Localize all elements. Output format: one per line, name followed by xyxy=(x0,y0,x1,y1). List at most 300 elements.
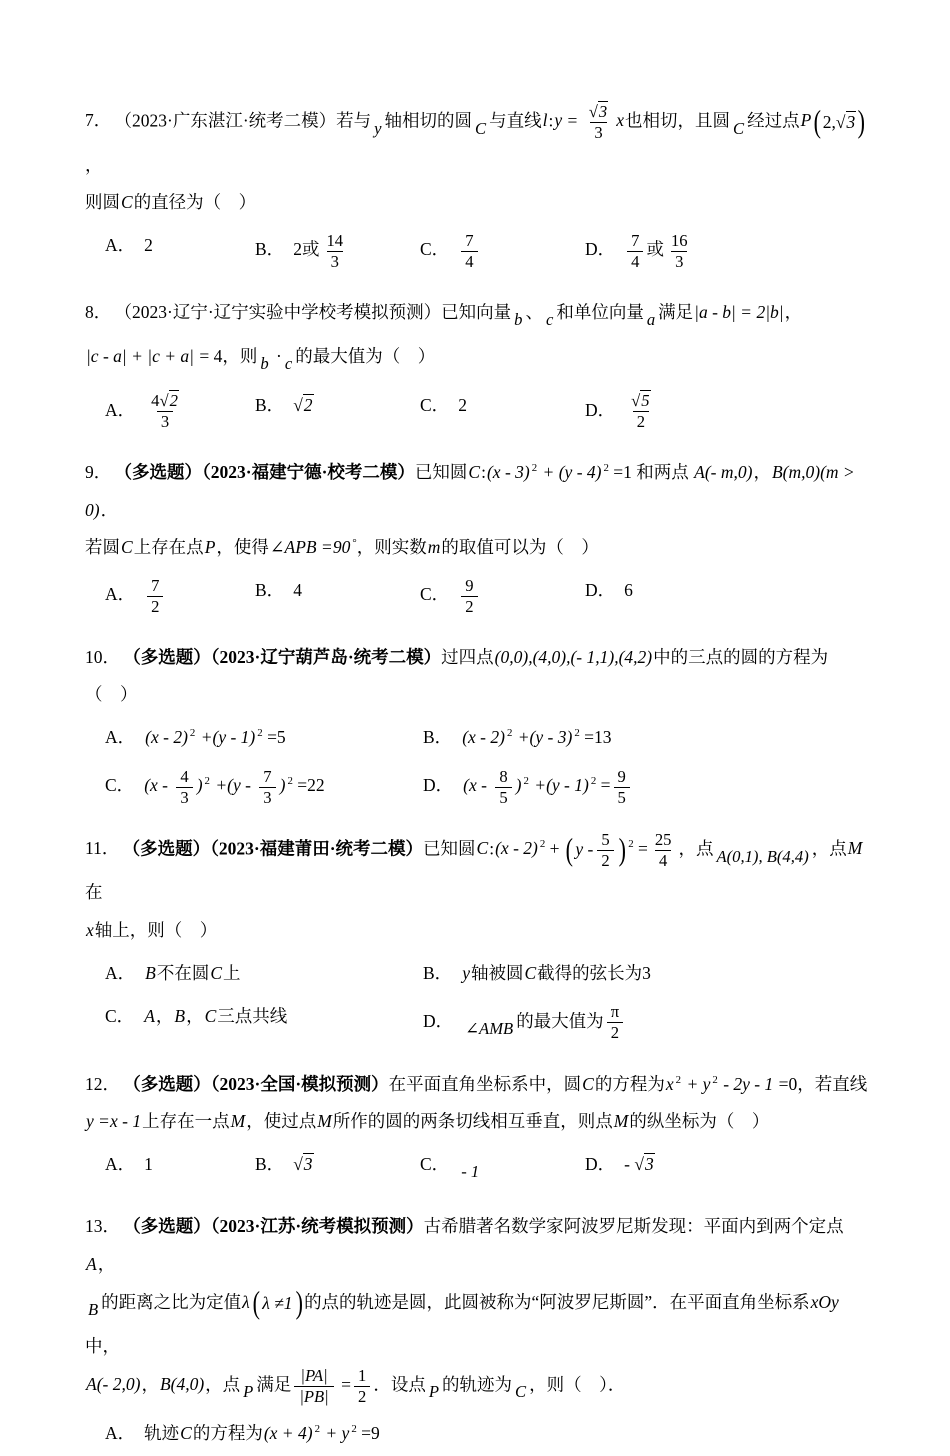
option-label: B． xyxy=(255,579,285,600)
math-variable: ) xyxy=(515,775,522,796)
option-content xyxy=(624,1153,655,1174)
option-a xyxy=(105,1412,868,1456)
text-run: ，点 xyxy=(678,838,714,859)
math-exponent: 2 xyxy=(590,775,597,788)
math-fraction xyxy=(585,102,612,143)
text-run: 截得的弦长为3 xyxy=(537,962,651,983)
option-content xyxy=(144,235,153,255)
math-variable: + y xyxy=(682,1073,711,1094)
text-run: 1 xyxy=(144,1153,153,1174)
math-variable: C xyxy=(524,962,537,983)
math-variable: 90 xyxy=(332,537,351,558)
text-run: 2 xyxy=(144,234,153,255)
math-variable: (x - xyxy=(144,775,173,796)
math-variable: A xyxy=(86,1254,97,1275)
math-variable: A xyxy=(144,1006,155,1027)
math-fraction xyxy=(461,231,477,272)
math-variable: C xyxy=(121,537,133,558)
text-run: 满足 xyxy=(256,1374,292,1395)
math-variable: m xyxy=(427,537,441,558)
math-paren-group xyxy=(812,104,866,142)
math-subscript-variable: C xyxy=(514,1382,527,1402)
math-denominator: 2 xyxy=(147,596,163,617)
question-number: 12． xyxy=(85,1073,120,1094)
text-run: =5 xyxy=(262,727,286,748)
math-fraction xyxy=(259,767,275,808)
question-number: 11． xyxy=(85,838,120,859)
question-line xyxy=(85,912,868,950)
source-tag: （多选题）（2023·福建宁德·校考二模） xyxy=(123,462,415,483)
text-run: 和单位向量 xyxy=(556,301,644,322)
text-run: =0，若直线 xyxy=(774,1073,868,1094)
option-c xyxy=(105,995,423,1050)
math-variable: M xyxy=(317,1111,332,1132)
option-label: B． xyxy=(423,727,453,748)
text-run: 的距离之比为定值 xyxy=(101,1291,242,1312)
option-label: D． xyxy=(585,239,616,260)
left-paren-glyph: ( xyxy=(252,1285,260,1321)
math-variable: +(y - 3) xyxy=(513,727,573,748)
text-run: 轴上，则（ ） xyxy=(94,919,218,940)
option-label: C． xyxy=(420,1153,450,1174)
math-numerator xyxy=(295,1366,332,1386)
question-10 xyxy=(85,639,868,815)
source-tag: （多选题）（2023·福建莆田·统考二模） xyxy=(131,838,424,859)
question-number: 13． xyxy=(85,1216,120,1237)
text-run: 中的三点的圆的方程为 xyxy=(653,646,829,667)
option-group xyxy=(105,569,868,624)
math-fraction xyxy=(461,576,477,617)
text-run: 2或 xyxy=(293,239,320,260)
text-run: + xyxy=(545,838,564,859)
text-run: : xyxy=(489,838,495,859)
math-fraction xyxy=(597,830,613,871)
question-line xyxy=(85,1066,868,1104)
text-run: =1 和两点 xyxy=(608,462,694,483)
math-exponent: 2 xyxy=(204,775,210,788)
option-label: B． xyxy=(423,962,453,983)
question-12 xyxy=(85,1066,868,1194)
text-run: 所作的圆的两条切线相互垂直，则点 xyxy=(332,1111,613,1132)
question-number: 7． xyxy=(85,110,112,131)
option-b xyxy=(255,224,420,279)
math-numerator: 7 xyxy=(465,230,474,250)
option-label: A． xyxy=(105,1153,136,1174)
option-label: B． xyxy=(255,239,285,260)
math-variable: B(4,0) xyxy=(159,1374,205,1395)
math-numerator xyxy=(147,391,183,411)
option-label: B． xyxy=(255,395,285,416)
question-line xyxy=(85,676,868,714)
math-exponent: 2 xyxy=(574,727,580,740)
option-content xyxy=(624,230,694,271)
math-subscript-variable: a xyxy=(646,310,656,330)
text-run: 的点的轨迹是圆，此圆被称为“阿波罗尼斯圆”．在平面直角坐标系 xyxy=(304,1291,810,1312)
math-exponent: 2 xyxy=(712,1073,718,1086)
text-run: 或 xyxy=(646,239,664,260)
text-run: ，点 xyxy=(205,1374,241,1395)
question-line xyxy=(85,1284,868,1366)
text-run: （ ） xyxy=(85,684,138,705)
math-variable: A(- 2,0) xyxy=(86,1374,141,1395)
math-denominator: 2 xyxy=(633,411,649,432)
math-sqrt: √2 xyxy=(293,395,313,416)
math-variable: (x - 2) xyxy=(495,838,538,859)
math-numerator: 7 xyxy=(263,766,272,786)
math-variable: |c - a| + |c + a| xyxy=(86,345,194,366)
math-numerator: 9 xyxy=(617,766,626,786)
text-run: 的最大值为（ ） xyxy=(295,345,436,366)
option-c xyxy=(105,760,423,815)
left-paren-glyph: ( xyxy=(813,104,822,140)
question-line xyxy=(85,454,868,529)
question-list xyxy=(85,102,868,1456)
text-run: ， xyxy=(97,1254,116,1275)
math-variable: 2|b| xyxy=(756,301,784,322)
math-subscript-variable: B xyxy=(88,1300,99,1320)
question-line xyxy=(85,639,868,677)
text-run: ， xyxy=(784,301,803,322)
math-fraction xyxy=(627,391,654,432)
text-run: 经过点 xyxy=(747,110,800,131)
option-a xyxy=(105,569,255,624)
option-content xyxy=(144,1154,153,1174)
question-7 xyxy=(85,102,868,279)
text-run: = xyxy=(596,775,611,796)
math-variable: x xyxy=(86,919,94,940)
math-variable: λ xyxy=(242,1291,250,1312)
question-line xyxy=(85,294,868,338)
option-label: C． xyxy=(105,1006,135,1027)
math-variable: C xyxy=(582,1073,594,1094)
text-run: 2 xyxy=(458,395,467,416)
math-subscript-variable: P xyxy=(428,1382,439,1402)
math-sqrt: √3 xyxy=(835,111,856,132)
text-run: ． xyxy=(100,499,119,520)
text-run: 中， xyxy=(85,1335,120,1356)
math-denominator: 5 xyxy=(614,787,630,808)
math-numerator: π xyxy=(610,1002,620,1022)
option-label: A． xyxy=(105,584,136,605)
text-run: 上 xyxy=(223,962,241,983)
text-run: 在 xyxy=(85,882,103,903)
math-exponent: 2 xyxy=(531,462,538,475)
math-subscript-variable: - 1 xyxy=(461,1162,480,1182)
question-line xyxy=(85,102,868,184)
option-b xyxy=(423,716,868,760)
math-paren-group xyxy=(564,830,627,871)
math-variable: M xyxy=(230,1111,246,1132)
math-exponent: 2 xyxy=(189,727,196,740)
math-denominator: 3 xyxy=(176,787,192,808)
option-content xyxy=(144,391,186,432)
option-group xyxy=(105,1412,868,1456)
math-exponent: 2 xyxy=(675,1073,682,1086)
option-group xyxy=(105,384,868,439)
math-variable: y - xyxy=(575,839,594,860)
math-variable: C xyxy=(468,462,481,483)
math-variable: |PA| xyxy=(300,1365,328,1385)
text-run: ，则（ ）． xyxy=(529,1374,626,1395)
math-subscript-variable: ∠AMB xyxy=(465,1019,514,1039)
option-content xyxy=(144,575,166,616)
math-subscript-variable: A(0,1), B(4,4) xyxy=(716,846,809,866)
math-denominator: 3 xyxy=(157,411,173,432)
text-run: : xyxy=(481,462,486,483)
option-c xyxy=(420,384,585,439)
math-variable: B(m,0)(m > 0) xyxy=(85,462,855,520)
math-fraction xyxy=(176,767,192,808)
math-subscript-variable: P xyxy=(243,1382,254,1402)
text-run: 满足 xyxy=(658,301,694,322)
math-numerator: 25 xyxy=(654,829,672,849)
math-exponent: 2 xyxy=(539,838,546,851)
math-variable: +(y - 1) xyxy=(529,775,589,796)
math-numerator: 4 xyxy=(180,766,189,786)
text-run: = xyxy=(317,537,332,558)
option-a xyxy=(105,384,255,439)
math-radicand: 3 xyxy=(598,102,608,121)
source-tag: （多选题）（2023·全国·模拟预测） xyxy=(132,1073,389,1094)
text-run: : xyxy=(548,110,554,131)
text-run: 的取值可以为（ ） xyxy=(441,537,599,558)
option-content xyxy=(144,727,286,747)
option-group xyxy=(105,716,868,815)
math-sqrt: √5 xyxy=(631,391,650,411)
option-content xyxy=(293,394,313,415)
option-b xyxy=(423,952,868,996)
question-number: 9． xyxy=(85,462,112,483)
option-label: C． xyxy=(420,239,450,260)
question-number: 10． xyxy=(85,646,120,667)
math-variable: +(y - xyxy=(210,775,256,796)
math-variable: C xyxy=(476,838,489,859)
question-8 xyxy=(85,294,868,439)
math-denominator: 4 xyxy=(655,850,671,871)
math-variable: P xyxy=(800,110,812,131)
text-run: 则圆 xyxy=(85,192,120,213)
math-fraction xyxy=(614,767,630,808)
option-content xyxy=(293,230,350,271)
text-run: =22 xyxy=(292,775,325,796)
math-exponent: ° xyxy=(352,537,357,550)
text-run: 轨迹 xyxy=(144,1423,180,1444)
math-fraction xyxy=(667,231,692,272)
math-variable: B xyxy=(145,962,156,983)
option-content xyxy=(624,391,657,432)
option-c xyxy=(420,224,585,279)
option-label: A． xyxy=(105,962,136,983)
option-a xyxy=(105,952,423,996)
text-run: · xyxy=(271,345,282,366)
option-group xyxy=(105,1143,868,1194)
text-run: 4 xyxy=(151,391,160,411)
math-variable: (x + 4) xyxy=(263,1423,313,1444)
option-content xyxy=(144,1423,380,1443)
text-run: 4 xyxy=(293,579,302,600)
math-numerator: 14 xyxy=(326,230,344,250)
math-exponent: 2 xyxy=(628,838,634,851)
option-label: C． xyxy=(420,584,450,605)
option-label: D． xyxy=(585,399,616,420)
math-denominator: 2 xyxy=(354,1386,370,1407)
math-denominator: 2 xyxy=(597,850,613,871)
math-variable: ∠APB xyxy=(269,537,317,558)
math-denominator: 4 xyxy=(627,251,643,272)
math-exponent: 2 xyxy=(523,775,529,788)
text-run: 的方程为 xyxy=(192,1423,263,1444)
math-radicand: 5 xyxy=(641,391,650,411)
math-fraction xyxy=(147,576,163,617)
math-variable: |PB| xyxy=(299,1386,329,1406)
option-a xyxy=(105,716,423,760)
option-label: C． xyxy=(105,775,135,796)
math-variable: A(- m,0) xyxy=(694,462,753,483)
option-content xyxy=(143,766,325,807)
math-numerator: 9 xyxy=(465,575,474,595)
option-content xyxy=(458,230,480,271)
math-paren-group xyxy=(251,1285,304,1323)
math-variable: y xyxy=(554,110,563,131)
option-content xyxy=(461,727,611,747)
option-label: A． xyxy=(105,1423,136,1444)
right-paren-glyph: ) xyxy=(857,104,866,140)
math-denominator: 5 xyxy=(495,787,511,808)
math-variable: x xyxy=(665,1073,674,1094)
text-run: 上存在点 xyxy=(133,537,204,558)
math-variable: y xyxy=(462,962,470,983)
right-paren-glyph: ) xyxy=(618,831,626,867)
option-d xyxy=(423,995,868,1050)
option-d xyxy=(585,384,868,439)
text-run: 的轨迹为 xyxy=(441,1374,512,1395)
math-numerator: 16 xyxy=(670,230,688,250)
math-denominator: 3 xyxy=(590,122,606,143)
math-variable: (x - 2) xyxy=(462,727,505,748)
math-subscript-variable: C xyxy=(475,118,487,138)
math-variable: |a - b| xyxy=(694,301,736,322)
math-variable: λ ≠1 xyxy=(262,1292,293,1313)
text-run: ，使得 xyxy=(216,537,269,558)
text-run: 与直线 xyxy=(489,110,542,131)
math-fraction xyxy=(322,231,347,272)
question-11 xyxy=(85,830,868,1051)
text-run: = xyxy=(563,110,582,131)
math-variable: (x - 2) xyxy=(145,727,188,748)
math-variable: + y xyxy=(320,1423,350,1444)
math-denominator: 3 xyxy=(671,251,687,272)
math-numerator xyxy=(585,102,612,122)
question-line xyxy=(85,184,868,222)
math-exponent: 2 xyxy=(314,1423,320,1436)
text-run: 已知圆 xyxy=(414,462,468,483)
math-variable: M xyxy=(847,838,863,859)
option-group xyxy=(105,224,868,279)
option-label: D． xyxy=(585,1153,616,1174)
math-radicand: 3 xyxy=(303,1153,313,1174)
option-a xyxy=(105,1143,255,1194)
math-sqrt: √2 xyxy=(159,391,178,411)
math-radicand: 3 xyxy=(644,1153,654,1174)
math-denominator: 2 xyxy=(461,596,477,617)
math-variable: C xyxy=(121,192,133,213)
option-content xyxy=(143,1006,287,1026)
math-radicand: 2 xyxy=(169,391,178,411)
math-subscript-variable: y xyxy=(374,118,382,138)
math-sqrt: √3 xyxy=(634,1153,654,1174)
math-sqrt: √3 xyxy=(588,102,608,121)
text-run: = xyxy=(633,838,648,859)
option-b xyxy=(255,569,420,624)
text-run: 轴被圆 xyxy=(470,962,524,983)
option-content xyxy=(462,1002,626,1043)
math-subscript-variable: b xyxy=(260,354,269,374)
math-subscript-variable: b xyxy=(514,310,523,330)
math-variable: P xyxy=(204,537,216,558)
text-run: 的纵坐标为（ ） xyxy=(629,1111,770,1132)
math-variable: (x - 3) xyxy=(486,462,530,483)
option-content xyxy=(458,1154,482,1182)
math-numerator: 7 xyxy=(631,230,640,250)
math-variable: C xyxy=(180,1423,192,1444)
text-run: 、 xyxy=(525,301,543,322)
text-run: 古希腊著名数学家阿波罗尼斯发现：平面内到两个定点 xyxy=(423,1216,844,1237)
text-run: ，点 xyxy=(811,838,847,859)
text-run: 上存在一点 xyxy=(142,1111,230,1132)
math-variable: (0,0),(4,0),(- 1,1),(4,2) xyxy=(494,646,653,667)
text-run: ．设点 xyxy=(373,1374,426,1395)
option-a xyxy=(105,224,255,279)
math-variable: +(y - 1) xyxy=(196,727,256,748)
option-content xyxy=(458,575,480,616)
math-variable: y xyxy=(86,1111,94,1132)
source-tag: （多选题）（2023·江苏·统考模拟预测） xyxy=(132,1216,424,1237)
text-run: 过四点 xyxy=(441,646,494,667)
math-variable: ) xyxy=(196,775,203,796)
math-numerator xyxy=(627,391,654,411)
option-label: C． xyxy=(420,395,450,416)
text-run: 在平面直角坐标系中，圆 xyxy=(388,1073,582,1094)
text-run: ， xyxy=(186,1006,204,1027)
math-fraction xyxy=(627,231,643,272)
option-label: B． xyxy=(255,1153,285,1174)
math-radicand: 2 xyxy=(303,395,313,416)
math-variable: C xyxy=(210,962,223,983)
math-variable: x xyxy=(616,110,624,131)
math-denominator: 4 xyxy=(461,251,477,272)
math-variable: xOy xyxy=(810,1291,839,1312)
math-numerator: 7 xyxy=(151,575,160,595)
question-line xyxy=(85,1366,868,1411)
math-fraction xyxy=(607,1002,623,1043)
option-b xyxy=(255,384,420,439)
text-run: ， xyxy=(753,462,771,483)
question-13 xyxy=(85,1208,868,1455)
math-fraction xyxy=(147,391,183,432)
option-label: D． xyxy=(423,775,454,796)
option-d xyxy=(423,760,868,815)
text-run: =9 xyxy=(356,1423,380,1444)
text-run: 若圆 xyxy=(85,537,120,558)
math-denominator: 2 xyxy=(607,1022,623,1043)
option-content xyxy=(144,963,240,983)
math-variable: x - 1 xyxy=(110,1111,142,1132)
question-line xyxy=(85,1208,868,1283)
math-variable: ) xyxy=(279,775,286,796)
math-subscript-variable: C xyxy=(733,118,745,138)
text-run: （2023·辽宁·辽宁实验中学校考模拟预测）已知向量 xyxy=(123,301,512,322)
text-run: =13 xyxy=(579,727,612,748)
